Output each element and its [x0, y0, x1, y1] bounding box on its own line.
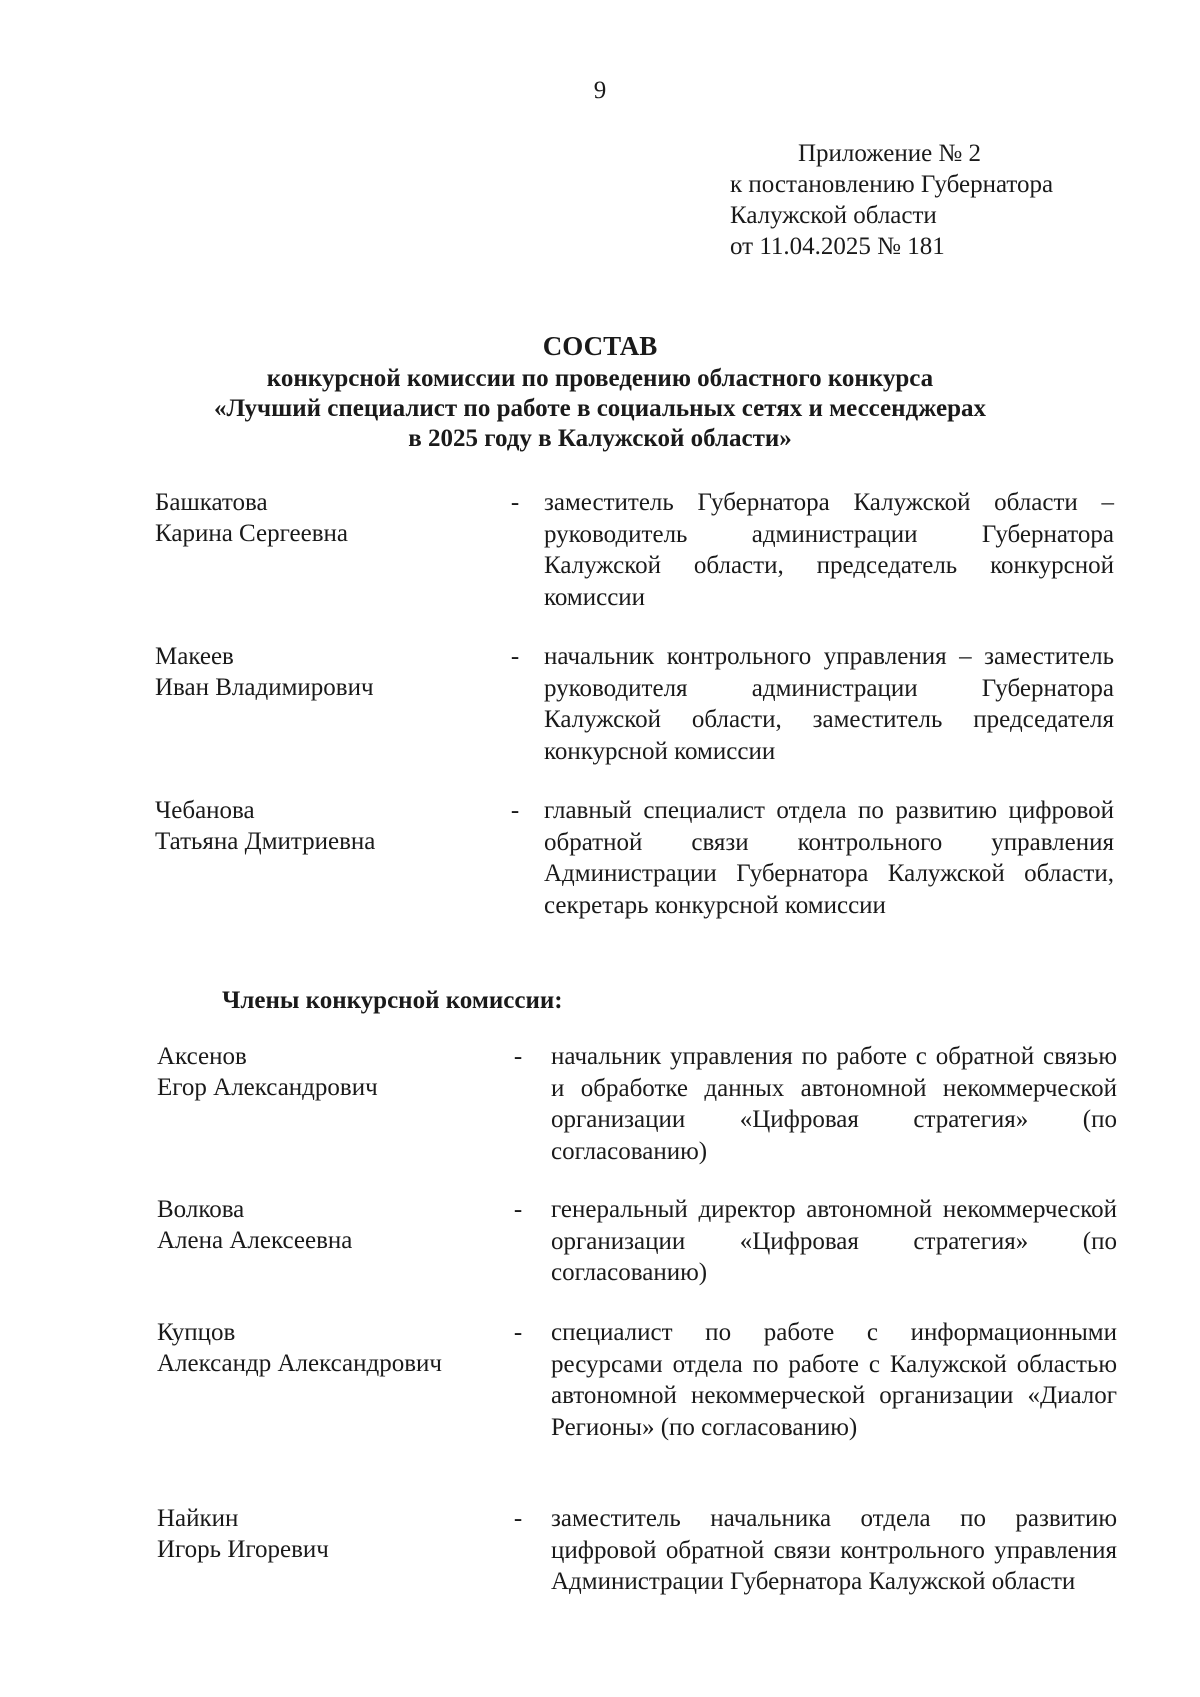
title-main: СОСТАВ: [542, 331, 658, 361]
member-given-name: Татьяна Дмитриевна: [155, 828, 376, 855]
member-surname: Волкова: [157, 1196, 245, 1223]
member-role: генеральный директор автономной некоммерческой организации «Цифровая стратегия» (по согласованию): [551, 1196, 1117, 1286]
member-role: заместитель начальника отдела по развитию цифровой обратной связи контрольного управления Администрации Губернатора Калужской области: [551, 1505, 1117, 1595]
document-title: [0, 328, 1200, 454]
member-name: [155, 641, 495, 703]
member-given-name: Игорь Игоревич: [157, 1536, 329, 1563]
member-dash: -: [513, 1043, 523, 1070]
member-name: [157, 1317, 497, 1379]
member-name: [157, 1503, 497, 1565]
member-given-name: Алена Алексеевна: [157, 1227, 353, 1254]
member-given-name: Александр Александрович: [157, 1350, 442, 1377]
member-dash: -: [513, 1319, 523, 1346]
member-surname: Найкин: [157, 1505, 239, 1532]
appendix-region: Калужской области: [730, 202, 937, 229]
appendix-number: Приложение № 2: [798, 140, 982, 167]
appendix-reference: к постановлению Губернатора: [730, 171, 1054, 198]
member-given-name: Егор Александрович: [157, 1074, 378, 1101]
member-name: [157, 1041, 497, 1103]
member-name: [157, 1194, 497, 1256]
title-line-1: конкурсной комиссии по проведению областного конкурса: [266, 365, 934, 392]
member-dash: -: [513, 1505, 523, 1532]
member-role: заместитель Губернатора Калужской области – руководитель администрации Губернатора Калужской области, председатель конкурсной комиссии: [544, 489, 1114, 611]
member-role: специалист по работе с информационными ресурсами отдела по работе с Калужской областью автономной некоммерческой организации «Диалог Регионы» (по согласованию): [551, 1319, 1117, 1441]
member-dash: -: [513, 1196, 523, 1223]
member-surname: Купцов: [157, 1319, 236, 1346]
member-surname: Башкатова: [155, 489, 268, 516]
title-line-3: в 2025 году в Калужской области»: [408, 425, 792, 452]
member-dash: -: [510, 643, 520, 670]
member-name: [155, 487, 495, 549]
member-role: начальник управления по работе с обратной связью и обработке данных автономной некоммерческой организации «Цифровая стратегия» (по согласованию): [551, 1043, 1117, 1165]
member-surname: Макеев: [155, 643, 234, 670]
members-heading: Члены конкурсной комиссии:: [222, 987, 563, 1014]
member-surname: Аксенов: [157, 1043, 247, 1070]
member-surname: Чебанова: [155, 797, 255, 824]
member-dash: -: [510, 797, 520, 824]
appendix-date-number: от 11.04.2025 № 181: [730, 233, 945, 260]
member-given-name: Карина Сергеевна: [155, 520, 349, 547]
member-role: начальник контрольного управления – заместитель руководителя администрации Губернатора Калужской области, заместитель председателя конкурсной комиссии: [544, 643, 1114, 765]
member-given-name: Иван Владимирович: [155, 674, 374, 701]
appendix-header: [730, 138, 1053, 262]
member-role: главный специалист отдела по развитию цифровой обратной связи контрольного управления Администрации Губернатора Калужской области, секретарь конкурсной комиссии: [544, 797, 1114, 919]
title-line-2: «Лучший специалист по работе в социальных сетях и мессенджерах: [213, 395, 987, 422]
member-name: [155, 795, 495, 857]
member-dash: -: [510, 489, 520, 516]
page-number: 9: [593, 77, 607, 104]
